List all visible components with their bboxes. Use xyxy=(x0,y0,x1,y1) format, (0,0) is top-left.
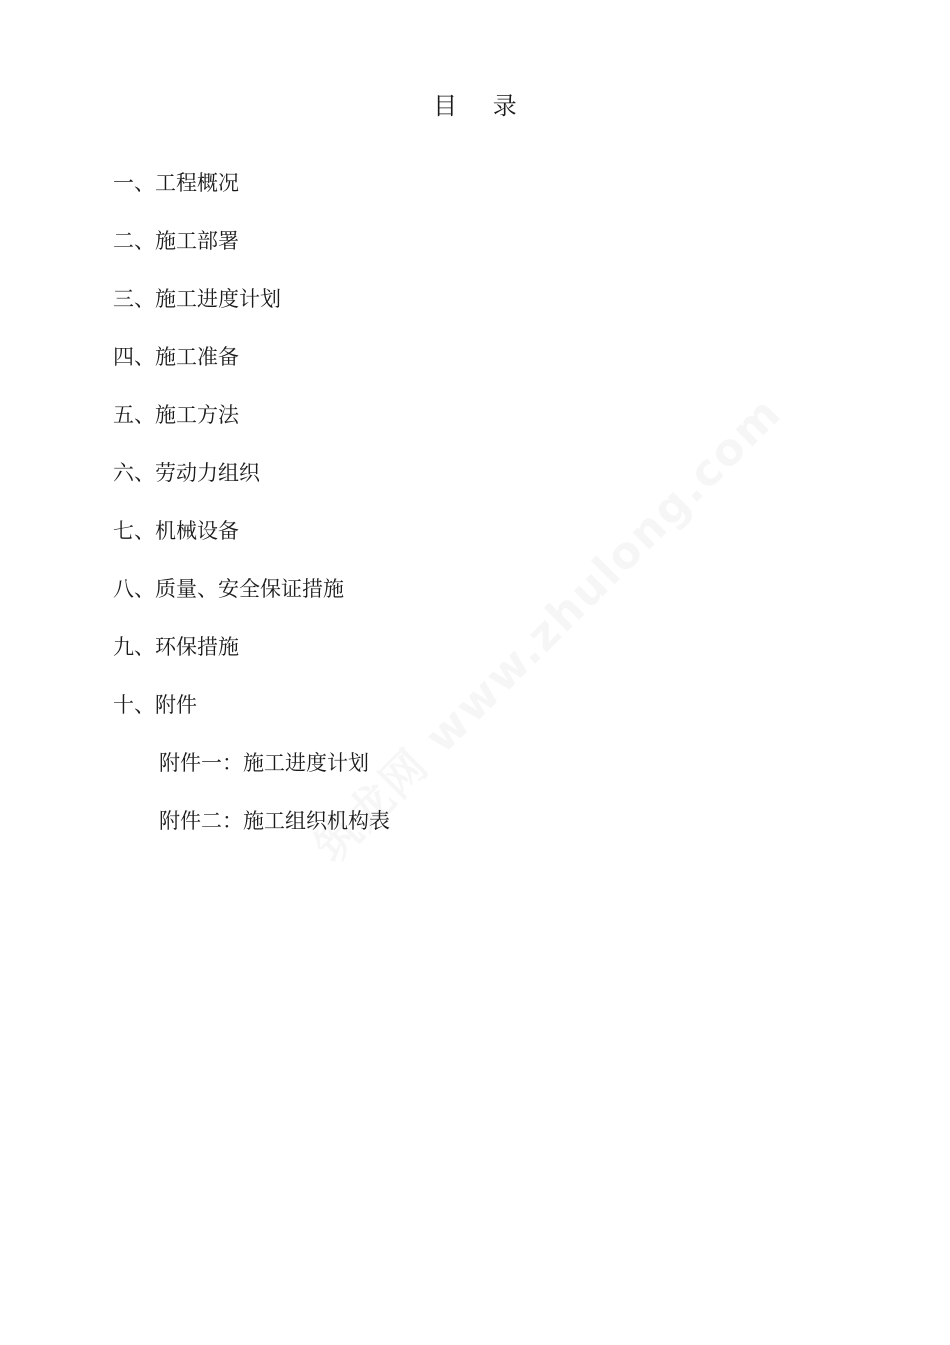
toc-item-labor-organization: 六、劳动力组织 xyxy=(113,461,260,485)
toc-item-project-overview: 一、工程概况 xyxy=(113,171,239,195)
toc-item-environmental-measures: 九、环保措施 xyxy=(113,635,239,659)
toc-item-schedule-plan: 三、施工进度计划 xyxy=(113,287,281,311)
toc-subitem-attachment-2: 附件二：施工组织机构表 xyxy=(159,809,390,833)
toc-subitem-attachment-1: 附件一：施工进度计划 xyxy=(159,751,369,775)
toc-item-construction-preparation: 四、施工准备 xyxy=(113,345,239,369)
toc-item-machinery-equipment: 七、机械设备 xyxy=(113,519,239,543)
toc-title: 目 录 xyxy=(433,92,531,120)
toc-item-quality-safety-measures: 八、质量、安全保证措施 xyxy=(113,577,344,601)
toc-item-attachments: 十、附件 xyxy=(113,693,197,717)
toc-item-construction-deployment: 二、施工部署 xyxy=(113,229,239,253)
toc-list xyxy=(113,166,390,862)
toc-item-construction-methods: 五、施工方法 xyxy=(113,403,239,427)
